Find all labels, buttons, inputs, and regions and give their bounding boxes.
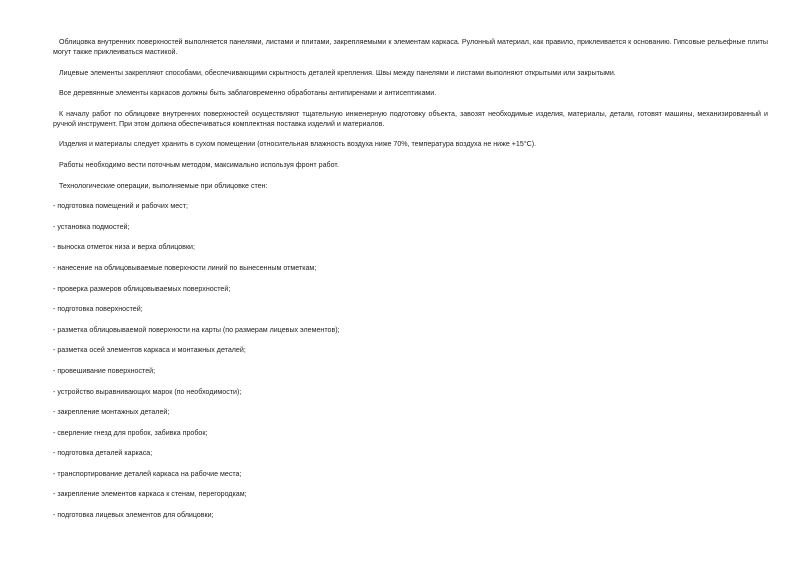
list-item: - разметка облицовываемой поверхности на карты (по размерам лицевых элементов); — [53, 325, 340, 334]
list-item: - нанесение на облицовываемые поверхности линий по вынесенным отметкам; — [53, 263, 317, 272]
list-item: - сверление гнезд для пробок, забивка пробок; — [53, 428, 208, 437]
list-item: - выноска отметок низа и верха облицовки; — [53, 243, 195, 252]
paragraph-cladding-methods: Облицовка внутренних поверхностей выполняется панелями, листами и плитами, закрепляемыми к элементам каркаса. Рулонный материал, как правило, приклеивается к основанию. Гипсовые рельефные плиты могут также приклеиваться мастикой. — [53, 38, 768, 56]
list-item: - провешивание поверхностей; — [53, 366, 156, 375]
list-item: - разметка осей элементов каркаса и монтажных деталей; — [53, 346, 246, 355]
list-item: - установка подмостей; — [53, 222, 130, 231]
list-item: - подготовка помещений и рабочих мест; — [53, 202, 188, 211]
list-item: - подготовка лицевых элементов для облицовки; — [53, 511, 214, 520]
list-item: - транспортирование деталей каркаса на рабочие места; — [53, 469, 242, 478]
list-item: - закрепление монтажных деталей; — [53, 408, 170, 417]
document-page — [53, 37, 768, 531]
paragraph-fastening: Лицевые элементы закрепляют способами, обеспечивающими скрытность деталей крепления. Швы между панелями и листами выполняют открытыми или закрытыми. — [59, 68, 616, 77]
list-item: - закрепление элементов каркаса к стенам, перегородкам; — [53, 490, 247, 499]
paragraph-flow-method: Работы необходимо вести поточным методом, максимально используя фронт работ. — [59, 160, 339, 169]
list-item: - подготовка деталей каркаса; — [53, 449, 153, 458]
list-item: - проверка размеров облицовываемых поверхностей; — [53, 284, 231, 293]
paragraph-operations-heading: Технологические операции, выполняемые при облицовке стен: — [59, 181, 268, 190]
paragraph-wood-treatment: Все деревянные элементы каркасов должны быть заблаговременно обработаны антипиренами и антисептиками. — [59, 89, 437, 98]
list-item: - подготовка поверхностей; — [53, 305, 143, 314]
paragraph-preparation: К началу работ по облицовке внутренних поверхностей осуществляют тщательную инженерную подготовку объекта, завозят необходимые изделия, материалы, детали, готовят машины, механизированный и ручной инструмент. При этом должна обеспечиваться комплектная поставка изделий и материалов. — [53, 109, 768, 128]
operations-list — [53, 201, 768, 520]
list-item: - устройство выравнивающих марок (по необходимости); — [53, 387, 242, 396]
paragraph-storage: Изделия и материалы следует хранить в сухом помещении (относительная влажность воздуха ниже 70%, температура воздуха не ниже +15°С). — [59, 140, 537, 149]
